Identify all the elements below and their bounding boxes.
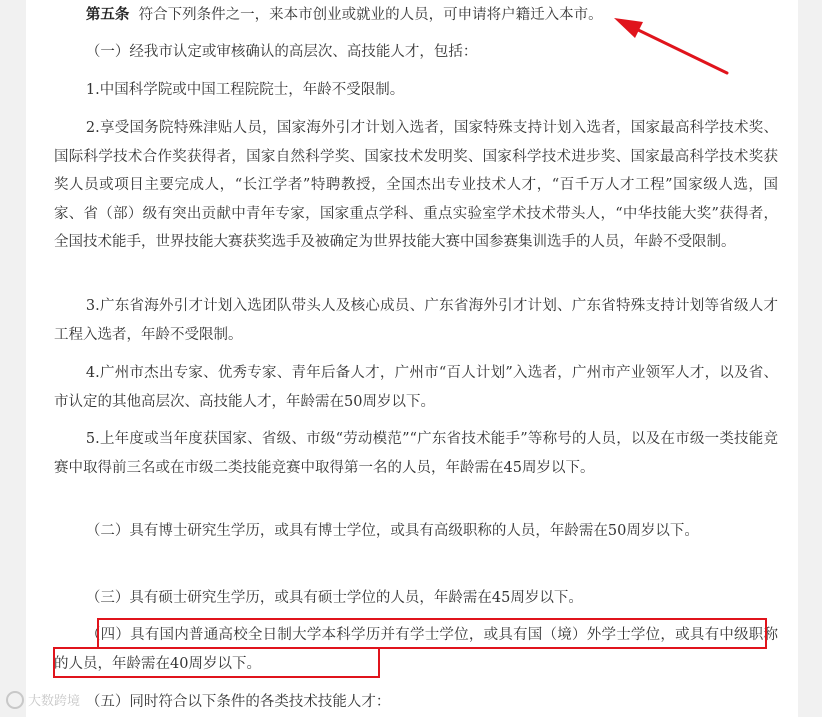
- clause-4-highlighted: （四）具有国内普通高校全日制大学本科学历并有学士学位，或具有国（境）外学士学位，或具有中级职称的人员，年龄需在40周岁以下。: [54, 627, 778, 672]
- clause-2: （二）具有博士研究生学历，或具有博士学位，或具有高级职称的人员，年龄需在50周岁以下。: [85, 523, 699, 539]
- item-5: 5.上年度或当年度获国家、省级、市级“劳动模范”“广东省技术能手”等称号的人员，以及在市级一类技能竞赛中取得前三名或在市级二类技能竞赛中取得第一名的人员，年龄需在45周岁以下。: [54, 431, 778, 476]
- clause-3: （三）具有硕士研究生学历，或具有硕士学位的人员，年龄需在45周岁以下。: [85, 590, 583, 606]
- clause-5: （五）同时符合以下条件的各类技术技能人才：: [85, 694, 391, 710]
- item-1: 1.中国科学院或中国工程院院士，年龄不受限制。: [85, 82, 405, 98]
- highlight-box-line-2: [53, 647, 380, 678]
- watermark: [6, 690, 80, 709]
- article-number: 第五条: [85, 7, 130, 23]
- article-page: [26, 0, 798, 717]
- highlight-box-line-1: [97, 618, 767, 649]
- article-5-heading: [54, 1, 778, 30]
- item-3: 3.广东省海外引才计划入选团队带头人及核心成员、广东省海外引才计划、广东省特殊支持计划等省级人才工程入选者，年龄不受限制。: [54, 298, 778, 343]
- clause-1-heading: （一）经我市认定或审核确认的高层次、高技能人才，包括：: [85, 44, 478, 60]
- watermark-text: 大数跨境: [28, 694, 81, 709]
- item-2: 2.享受国务院特殊津贴人员，国家海外引才计划入选者，国家特殊支持计划入选者，国家最高科学技术奖、国际科学技术合作奖获得者，国家自然科学奖、国家技术发明奖、国家科学技术进步奖、国家最高科学技术奖获奖人员或项目主要完成人，“长江学者”特聘教授，全国杰出专业技术人才，“百千万人才工程”国家级人选，国家、省（部）级有突出贡献中青年专家，国家重点学科、重点实验室学术技术带头人，“中华技能大奖”获得者，全国技术能手，世界技能大赛获奖选手及被确定为世界技能大赛中国参赛集训选手的人员，年龄不受限制。: [54, 120, 778, 250]
- article-5-intro: 符合下列条件之一，来本市创业或就业的人员，可申请将户籍迁入本市。: [138, 7, 603, 23]
- watermark-logo-icon: [6, 691, 24, 709]
- item-4: 4.广州市杰出专家、优秀专家、青年后备人才，广州市“百人计划”入选者，广州市产业领军人才，以及省、市认定的其他高层次、高技能人才，年龄需在50周岁以下。: [54, 365, 778, 410]
